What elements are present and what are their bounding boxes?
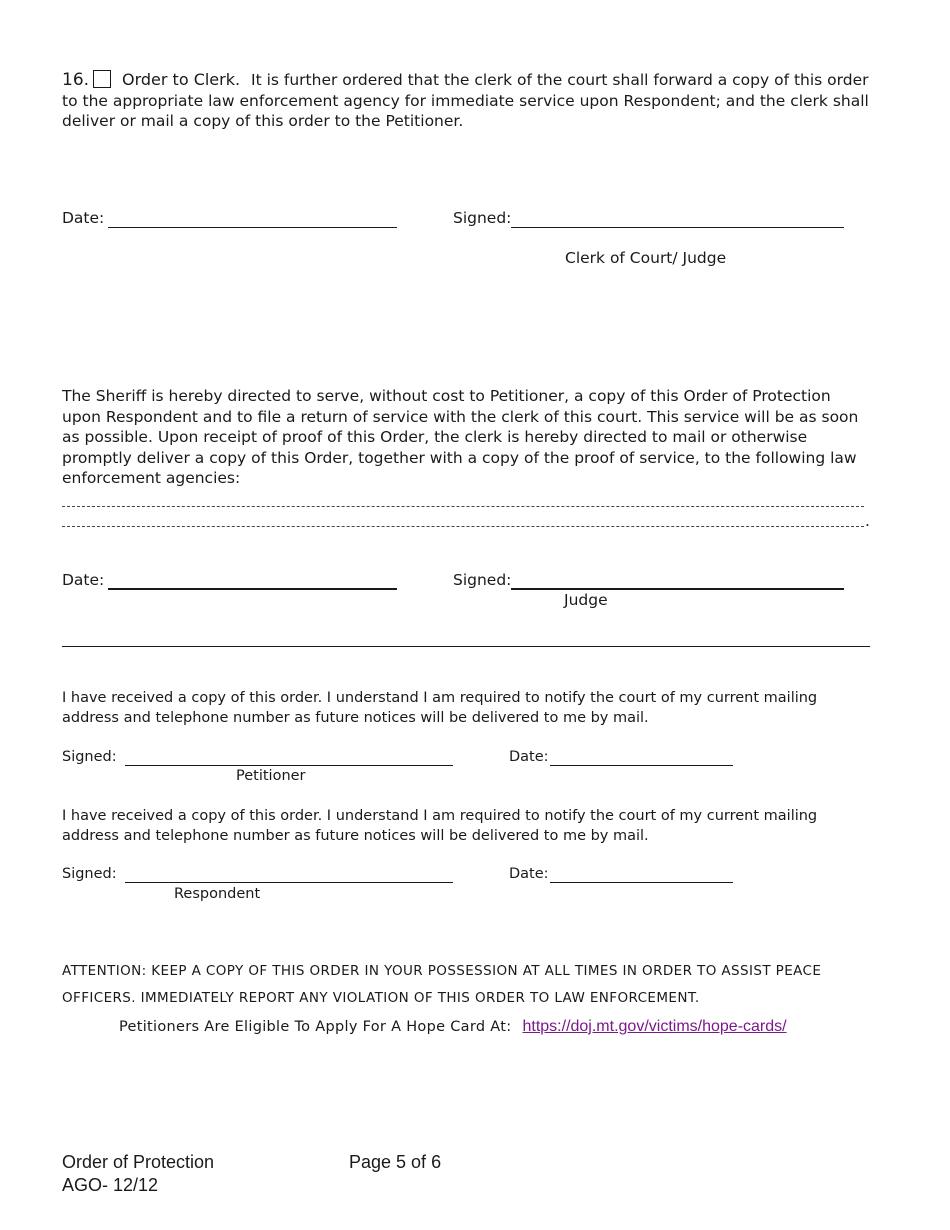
footer-form-code: AGO- 12/12 [62,1175,159,1195]
hope-card-line [119,1016,787,1038]
petitioner-acknowledgment: I have received a copy of this order. I understand I am required to notify the court of my current mailing address and telephone number as future notices will be delivered to me by mail. [62,690,818,726]
hope-card-label: Petitioners Are Eligible To Apply For A Hope Card At: [119,1019,512,1035]
clerk-signed-label: Signed: [453,209,512,227]
judge-signed-label: Signed: [453,571,512,589]
section-divider [62,646,870,647]
item-16 [62,70,872,132]
judge-caption: Judge [564,591,608,609]
agencies-end-period: . [865,512,870,530]
clerk-date-label: Date: [62,209,105,227]
respondent-date-line[interactable] [550,882,733,883]
judge-date-line[interactable] [108,588,397,590]
law-enforcement-agencies-line-1[interactable] [62,506,864,507]
attention-notice-line-1: ATTENTION: KEEP A COPY OF THIS ORDER IN YOUR POSSESSION AT ALL TIMES IN ORDER TO ASSIST PEACE [62,963,822,979]
petitioner-signed-label: Signed: [62,749,117,765]
item-16-title: Order to Clerk. [121,70,241,89]
order-to-clerk-checkbox[interactable] [93,70,111,88]
footer-page-number: Page 5 of 6 [349,1152,442,1172]
footer-form-title: Order of Protection [62,1152,215,1172]
attention-notice-line-2: OFFICERS. IMMEDIATELY REPORT ANY VIOLATION OF THIS ORDER TO LAW ENFORCEMENT. [62,990,700,1006]
law-enforcement-agencies-line-2[interactable] [62,526,864,527]
petitioner-date-label: Date: [509,749,549,765]
respondent-signed-label: Signed: [62,866,117,882]
item-16-number: 16. [62,70,90,90]
judge-date-label: Date: [62,571,105,589]
respondent-date-label: Date: [509,866,549,882]
clerk-caption: Clerk of Court/ Judge [565,249,727,267]
petitioner-signature-line[interactable] [125,765,453,766]
respondent-signature-line[interactable] [125,882,453,883]
petitioner-caption: Petitioner [236,768,306,784]
judge-signature-line[interactable] [511,588,844,590]
sheriff-directive: The Sheriff is hereby directed to serve, without cost to Petitioner, a copy of this Order of Protection upon Respondent and to file a return of service with the clerk of this court. This service will be as soon as possible. Upon receipt of proof of this Order, the clerk is hereby directed to mail or otherwise promptly deliver a copy of this Order, together with a copy of the proof of service, to the following law enforcement agencies: [62,387,859,487]
respondent-caption: Respondent [174,886,261,902]
respondent-acknowledgment: I have received a copy of this order. I understand I am required to notify the court of my current mailing address and telephone number as future notices will be delivered to me by mail. [62,808,818,844]
clerk-signature-line[interactable] [511,227,844,228]
clerk-date-line[interactable] [108,227,397,228]
hope-card-link[interactable]: https://doj.mt.gov/victims/hope-cards/ [522,1018,787,1035]
petitioner-date-line[interactable] [550,765,733,766]
item-16-text: It is further ordered that the clerk of the court shall forward a copy of this order to the appropriate law enforcement agency for immediate service upon Respondent; and the clerk shall deliver or mail a copy of this order to the Petitioner. [62,71,869,130]
